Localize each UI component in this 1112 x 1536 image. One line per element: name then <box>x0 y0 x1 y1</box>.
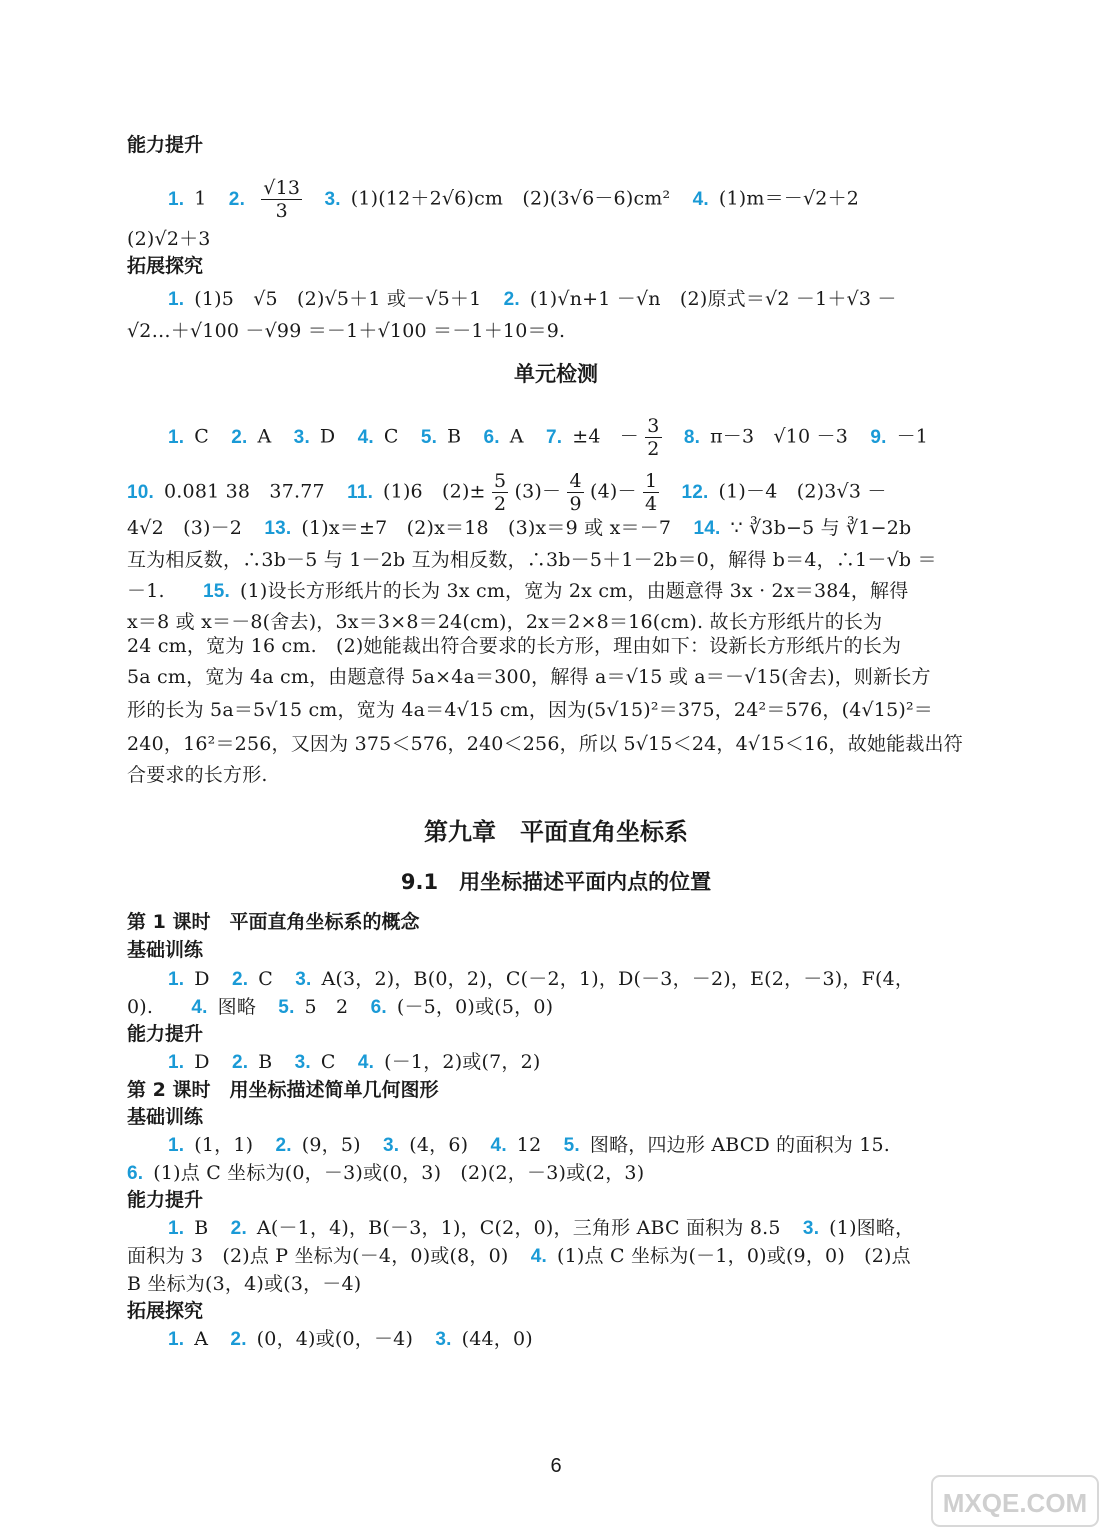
answer-line: 0). 4. 图略 5. 5 2 6. (－5，0)或(5，0) <box>127 996 554 1018</box>
heading-ability: 能力提升 <box>127 1023 204 1045</box>
fraction: $\frac{4}{9}$ <box>569 470 582 515</box>
answer-line: 24 cm，宽为 16 cm. (2)她能裁出符合要求的长方形，理由如下：设新长方形纸片的长为 <box>127 635 902 657</box>
answer-line: 240，16²＝256，又因为 375＜576，240＜256，所以 5√15＜24，4√15＜16，故她能裁出符 <box>127 733 963 755</box>
section-title: 9.1 用坐标描述平面内点的位置 <box>400 870 712 894</box>
heading-ability: 能力提升 <box>127 134 204 156</box>
fraction: $\frac{3}{2}$ <box>647 415 660 460</box>
answer-line: 1. (1)5 √5 (2)√5＋1 或－√5＋1 2. (1)√n+1 －√n (2)原式＝√2 －1＋√3 － <box>168 288 897 310</box>
page-number: 6 <box>550 1455 562 1477</box>
answer-line: 面积为 3 (2)点 P 坐标为(－4，0)或(8，0) 4. (1)点 C 坐标为(－1，0)或(9，0) (2)点 <box>127 1245 911 1267</box>
answer-line: 6. (1)点 C 坐标为(0，－3)或(0，3) (2)(2，－3)或(2，3) <box>127 1162 645 1184</box>
heading-explore: 拓展探究 <box>127 255 204 277</box>
answer-line: √2…＋√100 －√99 ＝－1＋√100 ＝－1＋10＝9. <box>127 320 566 342</box>
lesson-title: 第 2 课时 用坐标描述简单几何图形 <box>127 1079 439 1101</box>
answer-line: 1. C 2. A 3. D 4. C 5. B 6. A 7. ±4 － $\frac{3}{2}$ 8. π－3 √10 －3 9. －1 <box>168 415 929 460</box>
answer-line: (2)√2＋3 <box>127 228 211 250</box>
answer-line: 合要求的长方形. <box>127 764 268 786</box>
heading-basic: 基础训练 <box>127 939 204 961</box>
answer-line: －1. 15. (1)设长方形纸片的长为 3x cm，宽为 2x cm，由题意得 3x · 2x＝384，解得 <box>127 580 909 602</box>
answer-line: 4√2 (3)－2 13. (1)x＝±7 (2)x＝18 (3)x＝9 或 x＝－7 14. ∵ ∛3b−5 与 ∛1−2b <box>127 517 912 539</box>
chapter-title: 第九章 平面直角坐标系 <box>424 818 688 846</box>
lesson-title: 第 1 课时 平面直角坐标系的概念 <box>127 911 420 933</box>
svg-text:MXQE.COM: MXQE.COM <box>942 1488 1088 1518</box>
heading-basic: 基础训练 <box>127 1106 204 1128</box>
answer-line: 5a cm，宽为 4a cm，由题意得 5a×4a＝300，解得 a＝√15 或 a＝－√15(舍去)，则新长方 <box>127 666 931 688</box>
answer-line: x＝8 或 x＝－8(舍去)，3x＝3×8＝24(cm)，2x＝2×8＝16(cm). 故长方形纸片的长为 <box>127 611 883 633</box>
fraction: $\frac{5}{2}$ <box>493 470 507 515</box>
answer-line: 形的长为 5a＝5√15 cm，宽为 4a＝4√15 cm，因为(5√15)²＝375，24²＝576，(4√15)²＝ <box>127 699 934 721</box>
answer-line: B 坐标为(3，4)或(3，－4) <box>127 1273 362 1295</box>
answer-line: 1. D 2. B 3. C 4. (－1，2)或(7，2) <box>168 1051 541 1073</box>
answer-line: 1. B 2. A(－1，4)，B(－3，1)，C(2，0)，三角形 ABC 面积为 8.5 3. (1)图略， <box>168 1217 915 1239</box>
answer-line: 1. D 2. C 3. A(3，2)，B(0，2)，C(－2，1)，D(－3，－2)，E(2，－3)，F(4， <box>168 968 915 990</box>
watermark-logo <box>930 1472 1100 1530</box>
answer-line: 10. 0.081 38 37.77 11. (1)6 (2)± $\frac{5}{2}$ (3)－ $\frac{4}{9}$ (4)－ $\frac{1}{4}$ 12. (1)－4 (2)3√3 － <box>127 470 887 515</box>
fraction: $\frac{√13}{3}$ <box>263 177 301 222</box>
answer-line: 1. A 2. (0，4)或(0，－4) 3. (44，0) <box>168 1328 533 1350</box>
answer-line: 1. 1 2. $\frac{√13}{3}$ 3. (1)(12＋2√6)cm (2)(3√6－6)cm² 4. (1)m＝－√2＋2 <box>168 177 860 222</box>
heading-explore: 拓展探究 <box>127 1300 204 1322</box>
fraction: $\frac{1}{4}$ <box>644 470 658 515</box>
heading-ability: 能力提升 <box>127 1189 204 1211</box>
answer-line: 1. (1，1) 2. (9，5) 3. (4，6) 4. 12 5. 图略，四边形 ABCD 的面积为 15. <box>168 1134 891 1156</box>
unit-test-title: 单元检测 <box>514 362 598 386</box>
answer-line: 互为相反数，∴3b－5 与 1－2b 互为相反数，∴3b－5＋1－2b＝0，解得 b＝4，∴1－√b ＝ <box>127 549 937 571</box>
